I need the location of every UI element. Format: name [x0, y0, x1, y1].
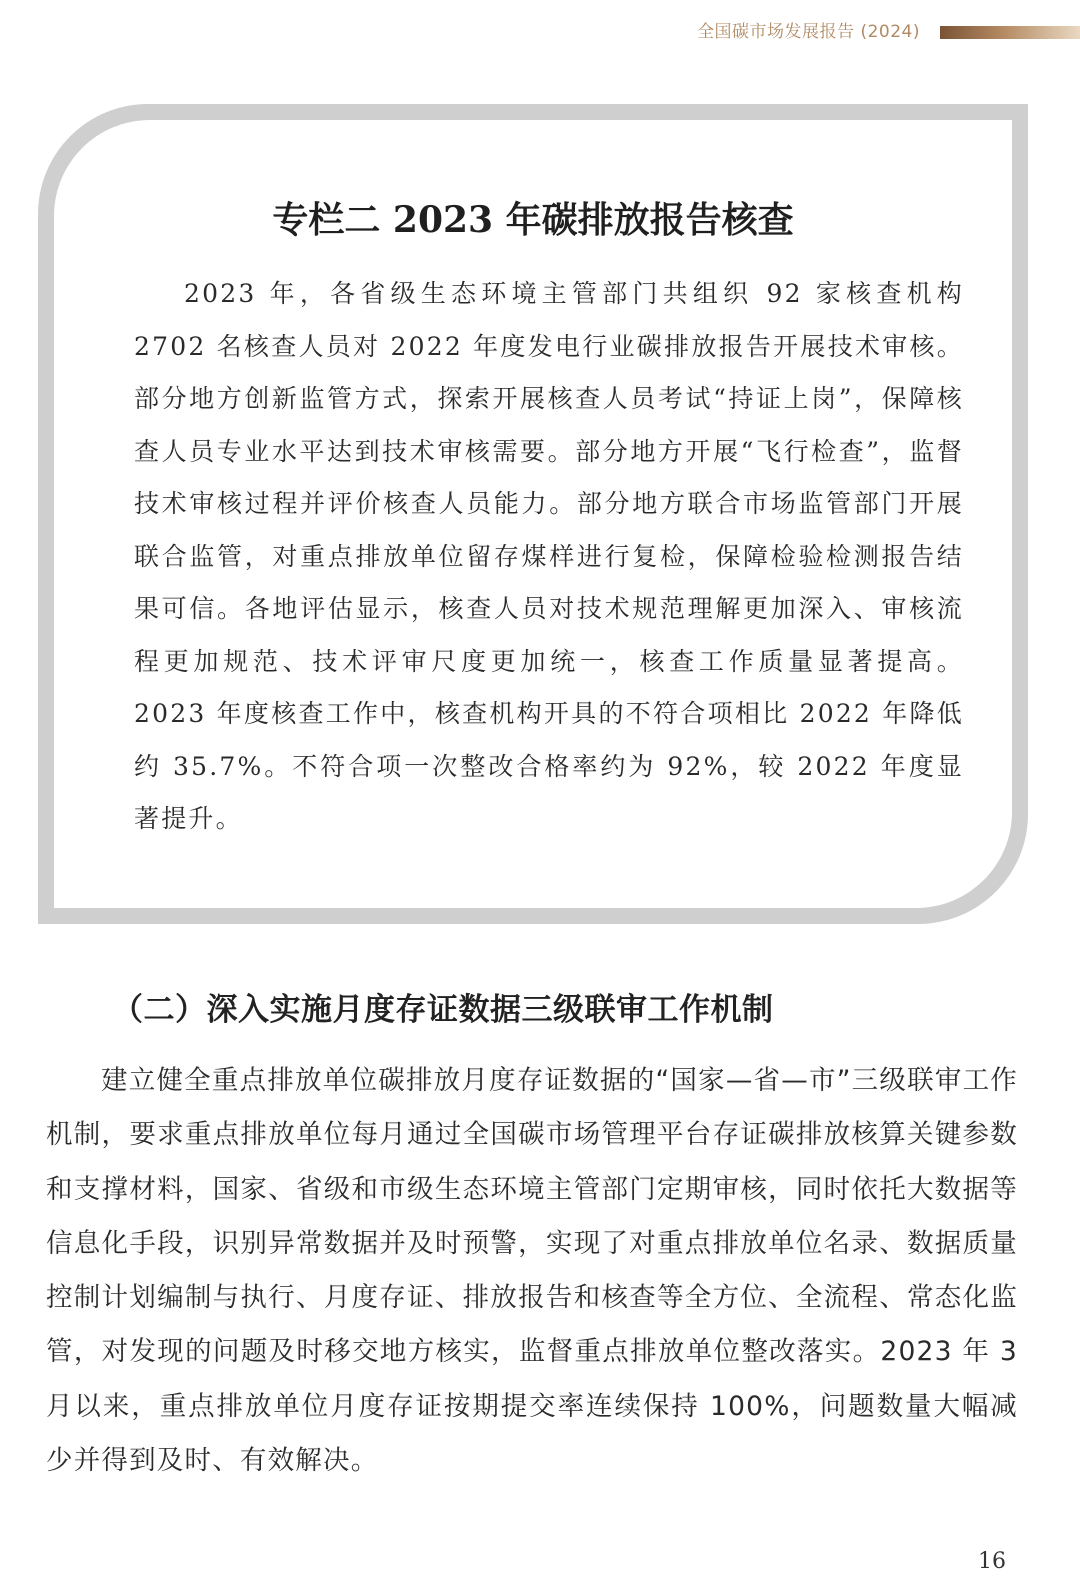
sidebar-box-content [54, 120, 1012, 908]
header-decor-bar [940, 26, 1080, 39]
sidebar-box [38, 104, 1028, 924]
report-title: 全国碳市场发展报告 (2024) [697, 22, 920, 42]
section-paragraph: 建立健全重点排放单位碳排放月度存证数据的“国家—省—市”三级联审工作机制，要求重点排放单位每月通过全国碳市场管理平台存证碳排放核算关键参数和支撑材料，国家、省级和市级生态环境主管部门定期审核，同时依托大数据等信息化手段，识别异常数据并及时预警，实现了对重点排放单位名录、数据质量控制计划编制与执行、月度存证、排放报告和核查等全方位、全流程、常态化监管，对发现的问题及时移交地方核实，监督重点排放单位整改落实。2023 年 3 月以来，重点排放单位月度存证按期提交率连续保持 100%，问题数量大幅减少并得到及时、有效解决。 [46, 1065, 1018, 1477]
page-number: 16 [978, 1549, 1006, 1574]
sidebar-paragraph: 2023 年，各省级生态环境主管部门共组织 92 家核查机构 2702 名核查人员对 2022 年度发电行业碳排放报告开展技术审核。部分地方创新监管方式，探索开展核查人员考试“持证上岗”，保障核查人员专业水平达到技术审核需要。部分地方开展“飞行检查”，监督技术审核过程并评价核查人员能力。部分地方联合市场监管部门开展联合监管，对重点排放单位留存煤样进行复检，保障检验检测报告结果可信。各地评估显示，核查人员对技术规范理解更加深入、审核流程更加规范、技术评审尺度更加统一，核查工作质量显著提高。2023 年度核查工作中，核查机构开具的不符合项相比 2022 年降低约 35.7%。不符合项一次整改合格率约为 92%，较 2022 年度显著提升。 [134, 279, 964, 833]
section-heading: （二）深入实施月度存证数据三级联审工作机制 [112, 992, 774, 1028]
page-header [0, 18, 1080, 48]
sidebar-title: 专栏二 2023 年碳排放报告核查 [272, 199, 794, 241]
